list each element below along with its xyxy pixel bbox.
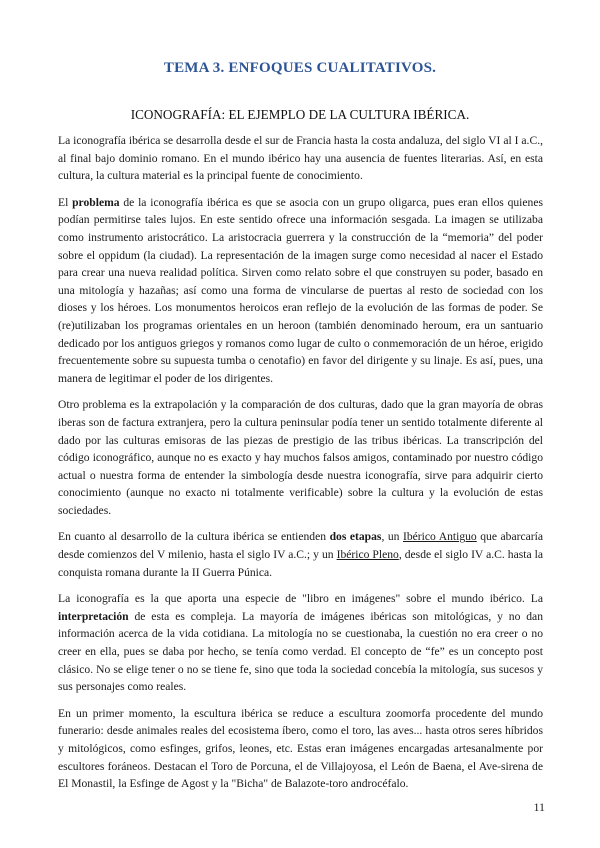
paragraph-4: En cuanto al desarrollo de la cultura ibérica se entienden dos etapas, un Ibérico Antiguo que abarcaría desde comienzos del V milenio, hasta el siglo IV a.C.; y un Ibérico Pleno, desde el siglo IV a.C. hasta la conquista romana durante la II Guerra Púnica.	[58, 530, 544, 579]
term-iberico-pleno: Ibérico Pleno	[336, 548, 399, 562]
paragraph-3: Otro problema es la extrapolación y la comparación de dos culturas, dado que la gran mayoría de obras iberas son de factura extranjera, pero la cultura peninsular podía tener un sentido totalmente diferente al dado por las culturas emisoras de las piezas de prestigio de las tribus ibéricas. La transcripción del código iconográfico, aunque no es exacto y hay muchos falsos amigos, contaminado por nuestro código actual o nuestra forma de entender la simbología desde nuestra iconografía, sirve para adquirir cierto conocimiento (aunque no exacto ni totalmente verificable) sobre la cultura y la evolución de estas sociedades.	[58, 398, 543, 517]
term-iberico-antiguo: Ibérico Antiguo	[403, 530, 477, 544]
keyword-interpretacion: interpretación	[58, 609, 129, 623]
document-title: TEMA 3. ENFOQUES CUALITATIVOS.	[163, 60, 437, 76]
paragraph-5: La iconografía es la que aporta una especie de "libro en imágenes" sobre el mundo ibérico. La interpretación de esta es compleja. La mayoría de imágenes ibéricas son mitológicas, y no dan información acerca de la vida cotidiana. La mitología no se cuestionaba, la cuestión no era creer o no creer en ella, pues se daba por hecho, se tenía como verdad. El concepto de “fe” es un concepto post clásico. No se elige tener o no se tiene fe, sino que toda la sociedad concebía la mitología, sus sucesos y sus personajes como reales.	[58, 592, 543, 694]
paragraph-6: En un primer momento, la escultura ibérica se reduce a escultura zoomorfa procedente del mundo funerario: desde animales reales del ecosistema íbero, como el toro, las aves... hasta otros seres híbridos y mitológicos, como esfinges, grifos, leones, etc. Estas eran imágenes encargadas artesanalmente por escultores foráneos. Destacan el Toro de Porcuna, el de Villajoyosa, el León de Baena, el Ave-sirena de El Monastil, la Esfinge de Agost y la "Bicha" de Balazote-toro androcéfalo.	[58, 706, 543, 791]
paragraph-2: El problema de la iconografía ibérica es que se asocia con un grupo oligarca, pues eran ellos quienes podían permitirse tales lujos. En este sentido ofrece una información sesgada. La imagen se utilizaba como instrumento aristocrático. La aristocracia guerrera y la construcción de la “memoria” del poder sobre el oppidum (la ciudad). La representación de la imagen surge como necesidad al nacer el Estado para crear una nueva realidad política. Sirven como relato sobre el que construyen su poder, basado en una mitología y hazañas; así como una forma de vincularse de puertas al resto de sociedad con los dioses y los héroes. Los monumentos heroicos eran reflejo de la evolución de las formas de poder. Se (re)utilizaban los programas orientales en un heroon (también denominado heroum, era un santuario dedicado por los antiguos griegos y romanos como lugar de culto o conmemoración de un héroe, erigido frecuentemente sobre su supuesta tumba o cenotafio) en favor del dirigente y su linaje. Es así, pues, una manera de legitimar el poder de los dirigentes.	[58, 195, 544, 385]
keyword-problema: problema	[72, 195, 120, 209]
page-number: 11	[533, 800, 545, 814]
document-body	[58, 132, 543, 802]
paragraph-1: La iconografía ibérica se desarrolla desde el sur de Francia hasta la costa andaluza, del siglo VI al I a.C., al final bajo dominio romano. En el mundo ibérico hay una ausencia de fuentes literarias. Así, en esta cultura, la cultura material es la principal fuente de conocimiento.	[58, 134, 543, 183]
keyword-dos-etapas: dos etapas	[329, 530, 382, 544]
section-heading: ICONOGRAFÍA: EL EJEMPLO DE LA CULTURA IBÉRICA.	[130, 107, 470, 122]
